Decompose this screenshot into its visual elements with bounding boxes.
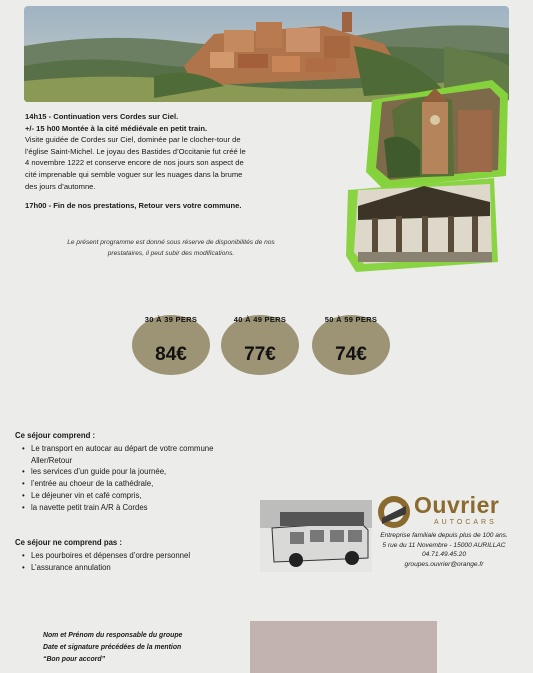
- ouvrier-logo-icon: [376, 494, 412, 530]
- list-item: • Les pourboires et dépenses d’ordre personnel: [15, 550, 315, 562]
- company-email: groupes.ouvrier@orange.fr: [404, 560, 484, 568]
- schedule-line-1700: 17h00 - Fin de nos prestations, Retour vers votre commune.: [25, 201, 242, 211]
- company-tagline: Entreprise familiale depuis plus de 100 ans.: [380, 532, 508, 539]
- paragraph-line: cité imprenable qui semble voguer sur les nuages dans la brume: [25, 169, 243, 179]
- signature-line: “Bon pour accord”: [43, 656, 106, 663]
- price-label: 30 À 39 PERS: [144, 315, 198, 324]
- paragraph-line: 4 novembre 1222 et conserve encore de nos jours son aspect de: [25, 158, 244, 168]
- price-40-49: [221, 315, 299, 375]
- visit-paragraph: [25, 134, 345, 192]
- price-label: 40 À 49 PERS: [233, 315, 287, 324]
- price-label: 50 À 59 PERS: [324, 315, 378, 324]
- note-line: prestataires, il peut subir des modifications.: [107, 250, 235, 257]
- signature-line: Date et signature précédées de la mention: [43, 644, 182, 651]
- market-hall-photo: [344, 176, 500, 274]
- vintage-bus-photo: [260, 500, 372, 572]
- schedule-line-1415: 14h15 - Continuation vers Cordes sur Ciel.: [25, 112, 179, 121]
- signature-line: Nom et Prénom du responsable du groupe: [43, 632, 183, 639]
- company-info: [374, 531, 514, 569]
- company-phone: 04.71.49.45.20: [422, 551, 466, 559]
- bus-image: [260, 500, 372, 572]
- price-amount: 77€: [244, 344, 276, 365]
- paragraph-line: l’église Saint-Michel. Le joyau des Bastides d’Occitanie fut créé le: [25, 146, 246, 156]
- price-50-59: [312, 315, 390, 375]
- disclaimer-note: [36, 237, 306, 259]
- list-item: • la navette petit train A/R à Cordes: [15, 502, 315, 514]
- list-item: • les services d’un guide pour la journée,: [15, 466, 315, 478]
- list-item-text: Aller/Retour: [31, 455, 73, 465]
- note-line: Le présent programme est donné sous réserve de disponibilités de nos: [67, 239, 275, 246]
- list-item-text: Le transport en autocar au départ de votre commune: [31, 444, 214, 453]
- list-item: • L’assurance annulation: [15, 562, 315, 574]
- excludes-title: Ce séjour ne comprend pas :: [15, 538, 123, 547]
- signature-box[interactable]: [250, 621, 437, 673]
- list-item: [15, 443, 315, 466]
- signature-instructions: [43, 630, 253, 666]
- company-sub: AUTOCARS: [434, 519, 497, 526]
- church-tower-photo: [362, 80, 512, 190]
- includes-title: Ce séjour comprend :: [15, 431, 96, 440]
- company-address: 5 rue du 11 Novembre - 15000 AURILLAC: [382, 541, 506, 549]
- price-30-39: [132, 315, 210, 375]
- market-hall-image: [344, 176, 500, 274]
- schedule-line-1500: +/- 15 h00 Montée à la cité médiévale en petit train.: [25, 123, 208, 133]
- list-item: • l’entrée au choeur de la cathédrale,: [15, 478, 315, 490]
- paragraph-line: Visite guidée de Cordes sur Ciel, dominée par le clocher-tour de: [25, 135, 241, 145]
- price-amount: 74€: [335, 344, 367, 365]
- paragraph-line: des jours d’automne.: [25, 181, 96, 191]
- price-amount: 84€: [155, 344, 187, 365]
- schedule-block: [25, 111, 345, 212]
- ouvrier-logo: [376, 494, 516, 530]
- church-tower-image: [362, 80, 512, 190]
- company-name: Ouvrier: [414, 492, 500, 518]
- list-item: • Le déjeuner vin et café compris,: [15, 490, 315, 502]
